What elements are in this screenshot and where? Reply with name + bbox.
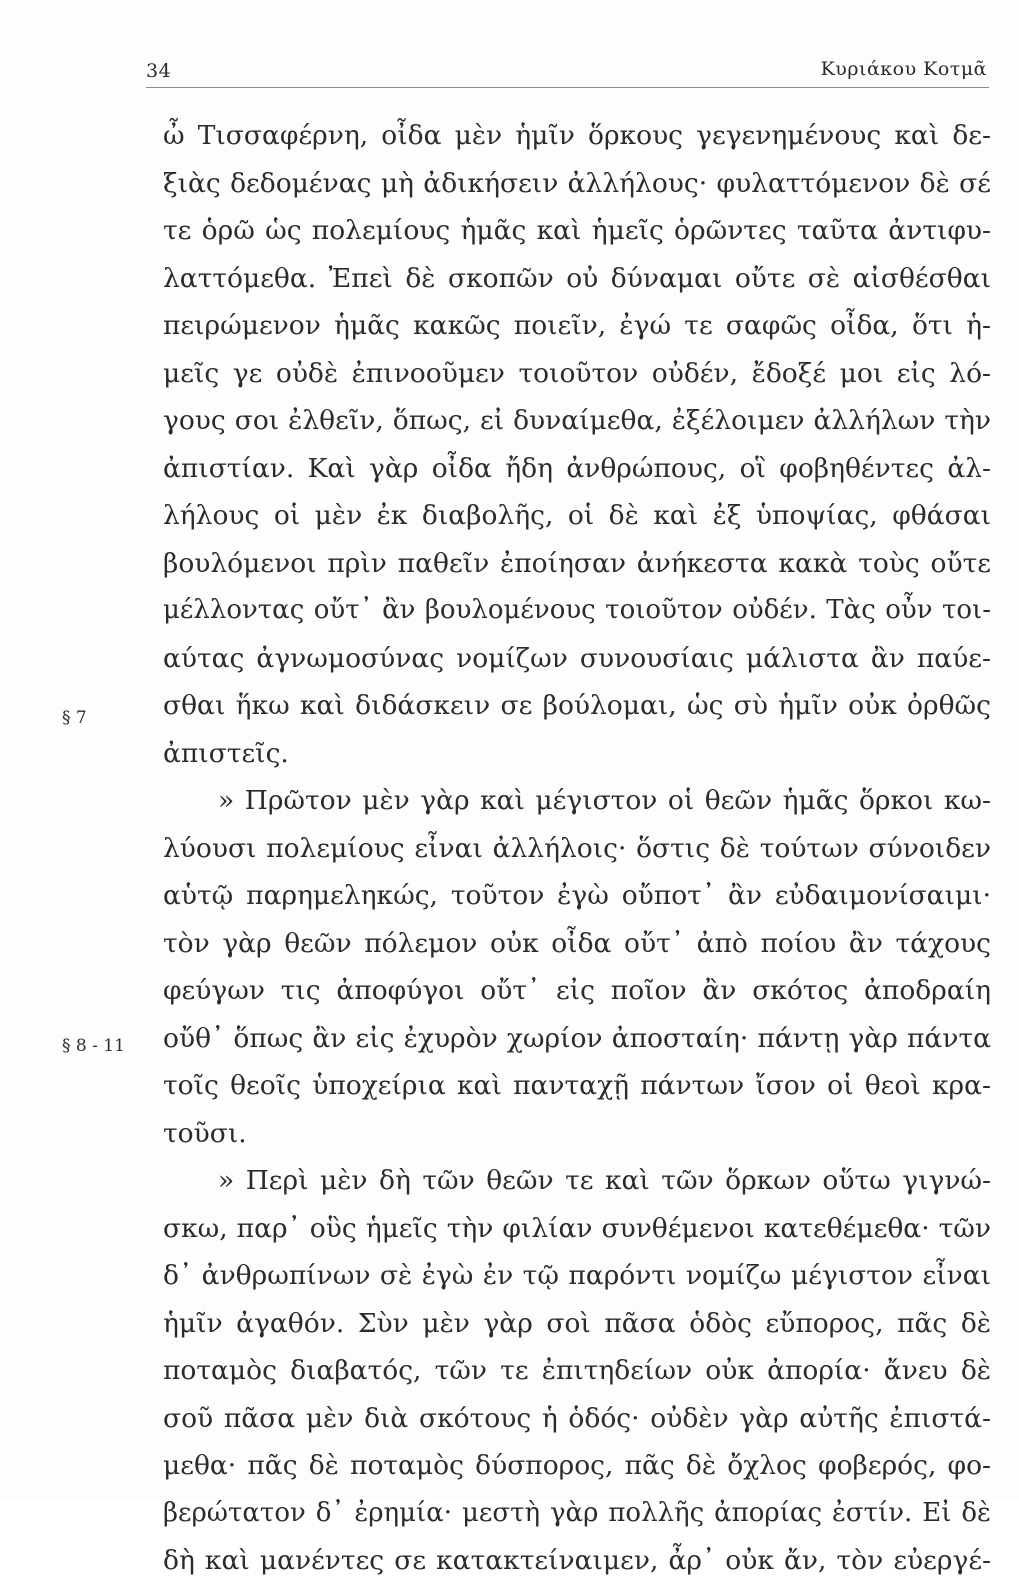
text-line: λήλους οἱ μὲν ἐκ διαβολῆς, οἱ δὲ καὶ ἐξ ὑποψίας, φθάσαι — [163, 500, 991, 531]
text-line: βερώτατον δ᾿ ἐρημία· μεστὴ γὰρ πολλῆς ἀπορίας ἐστίν. Εἰ δὲ — [163, 1497, 991, 1528]
page-number: 34 — [146, 60, 172, 82]
text-line: τοῦσι. — [163, 1117, 247, 1149]
body-text — [163, 112, 991, 1585]
text-line: τε ὁρῶ ὡς πολεμίους ἡμᾶς καὶ ἡμεῖς ὁρῶντες ταῦτα ἀντιφυ- — [163, 215, 991, 246]
text-line: αὑτῷ παρημεληκώς, τοῦτον ἐγὼ οὔποτ᾿ ἂν εὐδαιμονίσαιμι· — [163, 880, 991, 911]
text-line: μεθα· πᾶς δὲ ποταμὸς δύσπορος, πᾶς δὲ ὄχλος φοβερός, φο- — [163, 1450, 991, 1481]
text-line: γους σοι ἐλθεῖν, ὅπως, εἰ δυναίμεθα, ἐξέλοιμεν ἀλλήλων τὴν — [163, 405, 991, 436]
text-line: μεῖς γε οὐδὲ ἐπινοοῦμεν τοιοῦτον οὐδέν, ἔδοξέ μοι εἰς λό- — [163, 357, 991, 389]
text-line: ποταμὸς διαβατός, τῶν τε ἐπιτηδείων οὐκ ἀπορία· ἄνευ δὲ — [163, 1355, 991, 1386]
text-line: ἡμῖν ἀγαθόν. Σὺν μὲν γὰρ σοὶ πᾶσα ὁδὸς εὔπορος, πᾶς δὲ — [163, 1307, 991, 1339]
header-rule — [146, 87, 989, 88]
text-line: λύουσι πολεμίους εἶναι ἀλλήλοις· ὅστις δὲ τούτων σύνοιδεν — [163, 832, 991, 864]
margin-note-section-7: § 7 — [62, 708, 87, 728]
text-line: δ᾿ ἀνθρωπίνων σὲ ἐγὼ ἐν τῷ παρόντι νομίζω μέγιστον εἶναι — [163, 1260, 991, 1291]
text-line: » Πρῶτον μὲν γὰρ καὶ μέγιστον οἱ θεῶν ἡμᾶς ὅρκοι κω- — [218, 785, 991, 816]
text-line: βουλόμενοι πρὶν παθεῖν ἐποίησαν ἀνήκεστα κακὰ τοὺς οὔτε — [163, 547, 991, 579]
text-line: » Περὶ μὲν δὴ τῶν θεῶν τε καὶ τῶν ὅρκων οὕτω γιγνώ- — [218, 1165, 991, 1196]
text-line: σοῦ πᾶσα μὲν διὰ σκότους ἡ ὁδός· οὐδὲν γὰρ αὐτῆς ἐπιστά- — [163, 1402, 991, 1434]
text-line: τοῖς θεοῖς ὑποχείρια καὶ πανταχῇ πάντων ἴσον οἱ θεοὶ κρα- — [163, 1070, 991, 1101]
text-line: ἀπιστεῖς. — [163, 737, 289, 769]
text-line: δὴ καὶ μανέντες σε κατακτείναιμεν, ἆρ᾿ οὐκ ἄν, τὸν εὐεργέ- — [163, 1545, 991, 1576]
margin-note-section-8-11: § 8 - 11 — [62, 1036, 125, 1056]
text-line: ὦ Τισσαφέρνη, οἶδα μὲν ἡμῖν ὅρκους γεγενημένους καὶ δε- — [163, 120, 991, 151]
text-line: αύτας ἀγνωμοσύνας νομίζων συνουσίαις μάλιστα ἂν παύε- — [163, 642, 991, 674]
text-line: οὔθ᾿ ὅπως ἂν εἰς ἐχυρὸν χωρίον ἀποσταίη· πάντῃ γὰρ πάντα — [163, 1022, 991, 1054]
text-line: ξιὰς δεδομένας μὴ ἀδικήσειν ἀλλήλους· φυλαττόμενον δὲ σέ — [163, 167, 991, 199]
running-head: Κυριάκου Κοτμᾶ — [820, 58, 987, 80]
text-line: φεύγων τις ἀποφύγοι οὔτ᾿ εἰς ποῖον ἂν σκότος ἀποδραίη — [163, 975, 991, 1006]
page-header — [146, 52, 991, 86]
text-line: ἀπιστίαν. Καὶ γὰρ οἶδα ἤδη ἀνθρώπους, οἳ φοβηθέντες ἀλ- — [163, 452, 991, 484]
text-line: σθαι ἥκω καὶ διδάσκειν σε βούλομαι, ὡς σὺ ἡμῖν οὐκ ὀρθῶς — [163, 690, 991, 721]
text-line: σκω, παρ᾿ οὓς ἡμεῖς τὴν φιλίαν συνθέμενοι κατεθέμεθα· τῶν — [163, 1212, 991, 1244]
text-line: πειρώμενον ἡμᾶς κακῶς ποιεῖν, ἐγώ τε σαφῶς οἶδα, ὅτι ἡ- — [163, 310, 991, 341]
text-line: λαττόμεθα. Ἐπεὶ δὲ σκοπῶν οὐ δύναμαι οὔτε σὲ αἰσθέσθαι — [163, 262, 991, 294]
text-line: τὸν γὰρ θεῶν πόλεμον οὐκ οἶδα οὔτ᾿ ἀπὸ ποίου ἂν τάχους — [163, 927, 991, 959]
text-line: μέλλοντας οὔτ᾿ ἂν βουλομένους τοιοῦτον οὐδέν. Τὰς οὖν τοι- — [163, 595, 991, 625]
